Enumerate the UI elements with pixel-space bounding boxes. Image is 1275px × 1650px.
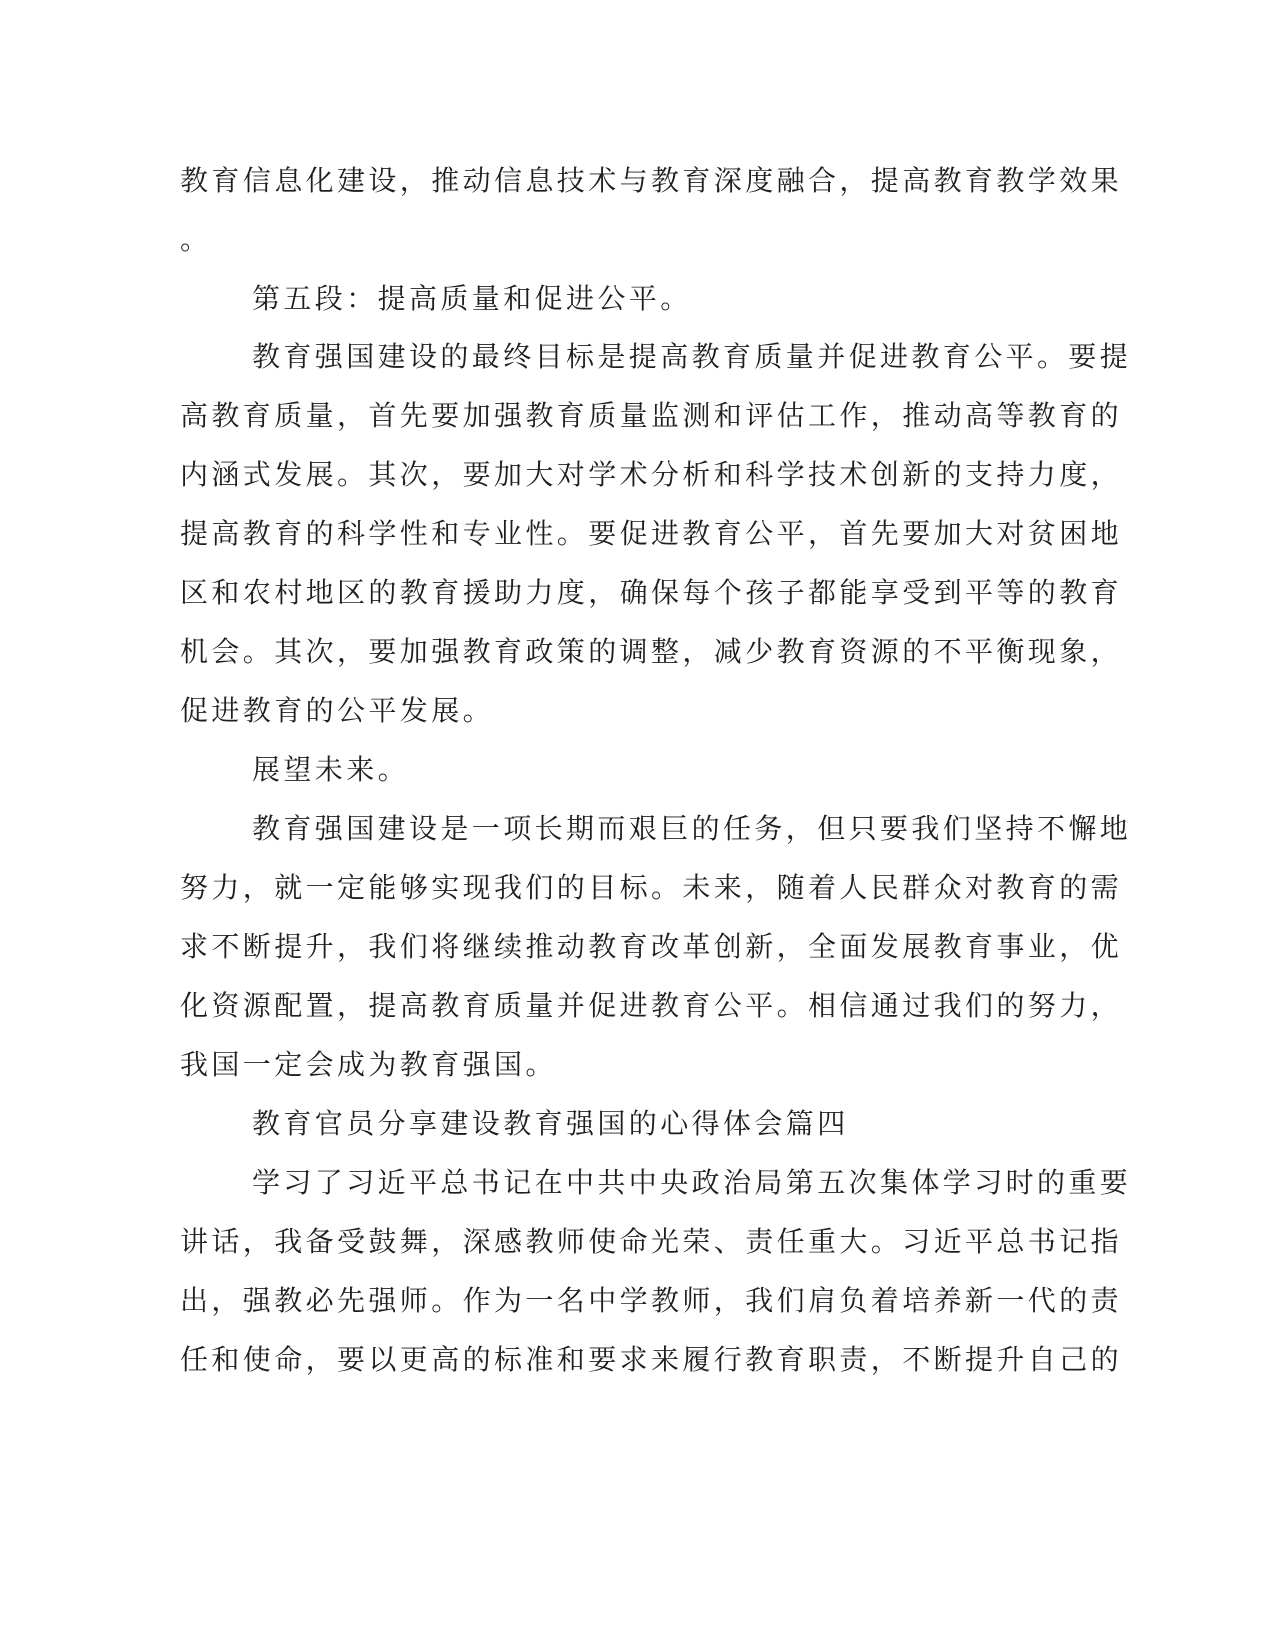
body-text-line: 机会。其次，要加强教育政策的调整，减少教育资源的不平衡现象， (180, 635, 1123, 668)
body-text-line: 教育信息化建设，推动信息技术与教育深度融合，提高教育教学效果 (180, 164, 1123, 197)
section-heading: 教育官员分享建设教育强国的心得体会篇四 (252, 1107, 849, 1140)
body-text-line: 我国一定会成为教育强国。 (180, 1048, 557, 1081)
section-heading: 展望未来。 (252, 753, 410, 786)
body-text-line: 任和使命，要以更高的标准和要求来履行教育职责，不断提升自己的 (180, 1343, 1123, 1376)
body-text-line: 教育强国建设的最终目标是提高教育质量并促进教育公平。要提 (252, 340, 1132, 373)
body-text-line: 努力，就一定能够实现我们的目标。未来，随着人民群众对教育的需 (180, 871, 1123, 904)
body-text-line: 高教育质量，首先要加强教育质量监测和评估工作，推动高等教育的 (180, 399, 1123, 432)
body-text-line: 学习了习近平总书记在中共中央政治局第五次集体学习时的重要 (252, 1166, 1132, 1199)
body-text-line: 教育强国建设是一项长期而艰巨的任务，但只要我们坚持不懈地 (252, 812, 1132, 845)
body-text-line: 出，强教必先强师。作为一名中学教师，我们肩负着培养新一代的责 (180, 1284, 1123, 1317)
body-text-line: 促进教育的公平发展。 (180, 694, 495, 727)
body-text-line: 区和农村地区的教育援助力度，确保每个孩子都能享受到平等的教育 (180, 576, 1123, 609)
section-heading: 第五段：提高质量和促进公平。 (252, 282, 692, 315)
body-text-line: 。 (180, 223, 212, 256)
body-text-line: 求不断提升，我们将继续推动教育改革创新，全面发展教育事业，优 (180, 930, 1123, 963)
body-text-line: 内涵式发展。其次，要加大对学术分析和科学技术创新的支持力度， (180, 458, 1123, 491)
body-text-line: 化资源配置，提高教育质量并促进教育公平。相信通过我们的努力， (180, 989, 1123, 1022)
body-text-line: 提高教育的科学性和专业性。要促进教育公平，首先要加大对贫困地 (180, 517, 1123, 550)
body-text-line: 讲话，我备受鼓舞，深感教师使命光荣、责任重大。习近平总书记指 (180, 1225, 1123, 1258)
